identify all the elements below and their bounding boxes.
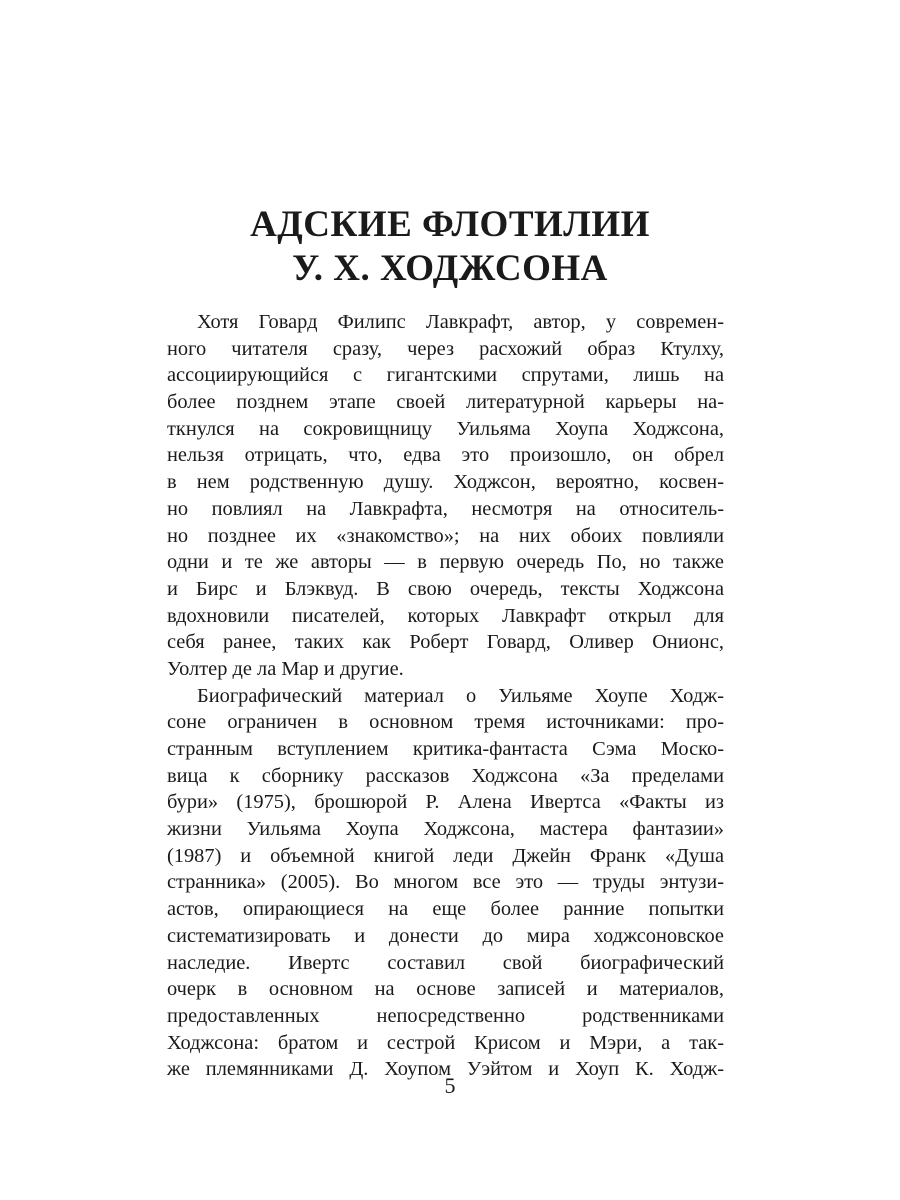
text-line: более позднем этапе своей литературной карьеры на- — [167, 391, 724, 414]
text-line: вица к сборнику рассказов Ходжсона «За пределами — [167, 764, 724, 787]
text-line: соне ограничен в основном тремя источниками: про- — [167, 711, 724, 734]
text-line: но позднее их «знакомство»; на них обоих повлияли — [167, 524, 724, 547]
text-line: ткнулся на сокровищницу Уильяма Хоупа Ходжсона, — [167, 417, 724, 440]
text-line: бури» (1975), брошюрой Р. Алена Ивертса «Факты из — [167, 791, 724, 814]
text-line: странника» (2005). Во многом все это — труды энтузи- — [167, 871, 724, 894]
text-line: странным вступлением критика-фантаста Сэма Моско- — [167, 738, 724, 760]
paragraph-2 — [167, 683, 724, 1083]
text-line: жизни Уильяма Хоупа Ходжсона, мастера фантазии» — [167, 818, 724, 841]
text-line: систематизировать и донести до мира ходжсоновское — [167, 924, 724, 947]
chapter-title-line-2: У. Х. ХОДЖСОНА — [292, 248, 608, 289]
text-line: но повлиял на Лавкрафта, несмотря на относитель- — [167, 497, 724, 520]
text-line: астов, опирающиеся на еще более ранние попытки — [167, 898, 724, 921]
text-line: (1987) и объемной книгой леди Джейн Франк «Душа — [167, 844, 724, 867]
text-line: Биографический материал о Уильяме Хоупе Ходж- — [197, 684, 724, 707]
text-line: и Бирс и Блэквуд. В свою очередь, тексты Ходжсона — [167, 577, 724, 600]
text-line: очерк в основном на основе записей и материалов, — [167, 978, 724, 1001]
text-line: Хотя Говард Филипс Лавкрафт, автор, у современ- — [197, 311, 724, 333]
chapter-title-line-1: АДСКИЕ ФЛОТИЛИИ — [250, 204, 650, 245]
text-line: же племянниками Д. Хоупом Уэйтом и Хоуп К. Ходж- — [167, 1058, 724, 1081]
text-line: одни и те же авторы — в первую очередь По, но также — [167, 551, 724, 574]
text-line: себя ранее, таких как Роберт Говард, Оливер Онионс, — [167, 631, 724, 654]
body-text — [167, 309, 724, 1083]
text-line: наследие. Ивертс составил свой биографический — [167, 951, 724, 974]
text-line: Уолтер де ла Мар и другие. — [167, 657, 404, 680]
text-line: предоставленных непосредственно родственниками — [167, 1004, 724, 1027]
text-line: нельзя отрицать, что, едва это произошло, он обрел — [167, 444, 724, 467]
text-line: в нем родственную душу. Ходжсон, вероятно, косвен- — [167, 471, 724, 494]
paragraph-1 — [167, 309, 724, 683]
text-line: вдохновили писателей, которых Лавкрафт открыл для — [167, 604, 724, 627]
text-line: ассоциирующийся с гигантскими спрутами, лишь на — [167, 364, 724, 387]
text-line: ного читателя сразу, через расхожий образ Ктулху, — [167, 337, 724, 360]
text-line: Ходжсона: братом и сестрой Крисом и Мэри, а так- — [167, 1031, 724, 1054]
page-number: 5 — [444, 1073, 456, 1098]
